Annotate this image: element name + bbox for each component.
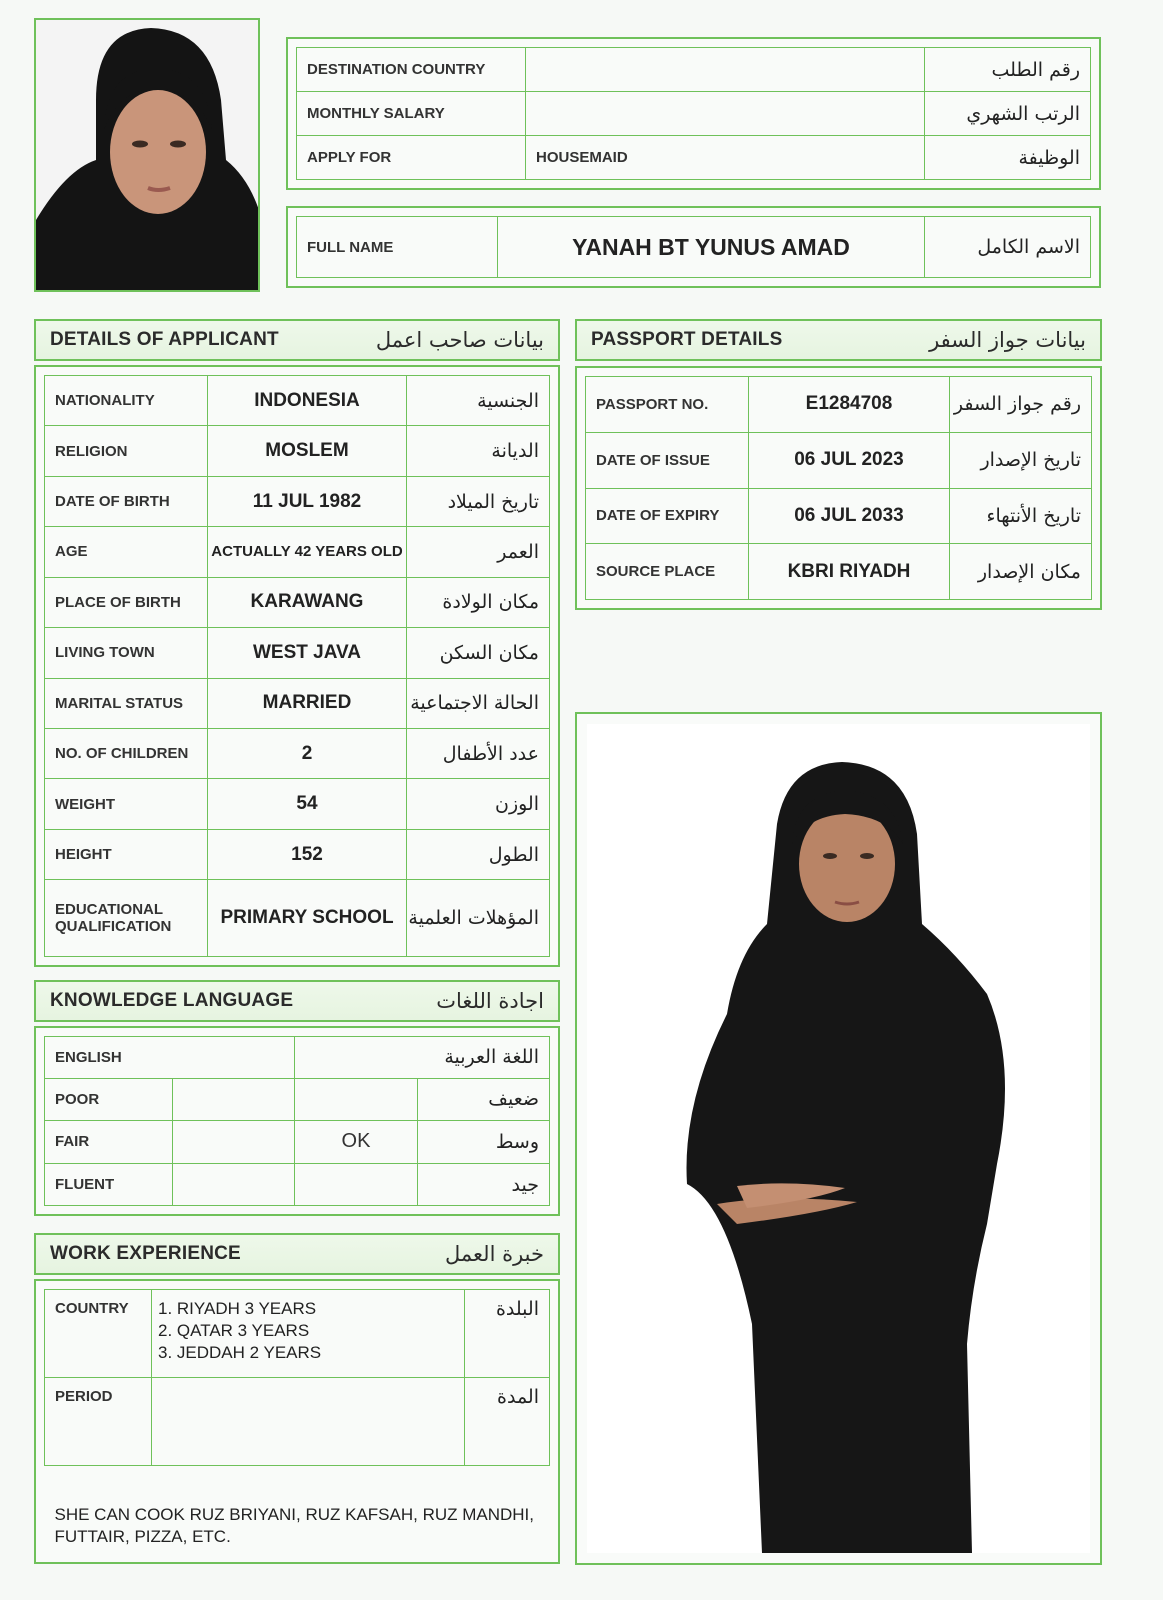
arabic-column-label: اللغة العربية <box>295 1037 550 1079</box>
table-row <box>45 1290 550 1378</box>
table-row <box>45 1466 550 1555</box>
height-value: 152 <box>208 829 407 879</box>
work-title-ar: خبرة العمل <box>445 1242 544 1266</box>
full-name-table <box>296 216 1091 278</box>
period-ar: المدة <box>465 1378 550 1466</box>
period-label: PERIOD <box>45 1378 152 1466</box>
language-header <box>34 980 560 1022</box>
apply-for-value: HOUSEMAID <box>526 136 925 180</box>
level-fair-arabic: OK <box>295 1120 418 1164</box>
table-row <box>45 1164 550 1206</box>
level-poor-ar: ضعيف <box>418 1078 550 1120</box>
table-row <box>45 829 550 879</box>
date-of-expiry-value: 06 JUL 2033 <box>749 488 950 544</box>
portrait-illustration <box>36 20 260 292</box>
applicant-frame <box>34 365 560 967</box>
marital-status-value: MARRIED <box>208 678 407 728</box>
level-fluent-ar: جيد <box>418 1164 550 1206</box>
country-label: COUNTRY <box>45 1290 152 1378</box>
height-ar: الطول <box>407 829 550 879</box>
table-row <box>45 426 550 476</box>
table-row <box>45 1120 550 1164</box>
date-of-issue-label: DATE OF ISSUE <box>586 432 749 488</box>
living-town-value: WEST JAVA <box>208 628 407 678</box>
applicant-title-ar: بيانات صاحب اعمل <box>375 328 544 352</box>
table-row <box>586 432 1092 488</box>
level-fluent-english <box>173 1164 295 1206</box>
table-row <box>45 880 550 957</box>
marital-status-label: MARITAL STATUS <box>45 678 208 728</box>
level-fair-english <box>173 1120 295 1164</box>
full-name-ar: الاسم الكامل <box>925 217 1091 278</box>
language-frame <box>34 1026 560 1216</box>
educational-qualification-ar: المؤهلات العلمية <box>407 880 550 957</box>
nationality-ar: الجنسية <box>407 376 550 426</box>
destination-country-label: DESTINATION COUNTRY <box>297 48 526 92</box>
educational-qualification-value: PRIMARY SCHOOL <box>208 880 407 957</box>
table-row <box>45 376 550 426</box>
source-place-value: KBRI RIYADH <box>749 544 950 600</box>
full-name-value: YANAH BT YUNUS AMAD <box>498 217 925 278</box>
destination-country-value <box>526 48 925 92</box>
full-body-illustration <box>587 724 1090 1553</box>
applicant-header <box>34 319 560 361</box>
full-name-frame <box>286 206 1101 288</box>
level-fluent-arabic <box>295 1164 418 1206</box>
country-item: 2. QATAR 3 YEARS <box>158 1321 310 1340</box>
table-row <box>297 48 1091 92</box>
table-row <box>45 1078 550 1120</box>
passport-frame <box>575 366 1102 610</box>
age-value: ACTUALLY 42 YEARS OLD <box>208 527 407 577</box>
job-info-frame <box>286 37 1101 190</box>
table-row <box>45 779 550 829</box>
source-place-label: SOURCE PLACE <box>586 544 749 600</box>
level-poor-arabic <box>295 1078 418 1120</box>
no-of-children-value: 2 <box>208 728 407 778</box>
date-of-birth-value: 11 JUL 1982 <box>208 476 407 526</box>
age-label: AGE <box>45 527 208 577</box>
table-row <box>45 628 550 678</box>
applicant-table <box>44 375 550 957</box>
passport-title-ar: بيانات جواز السفر <box>929 328 1086 352</box>
table-row <box>297 92 1091 136</box>
religion-value: MOSLEM <box>208 426 407 476</box>
country-list <box>152 1290 465 1378</box>
destination-country-ar: رقم الطلب <box>925 48 1091 92</box>
weight-value: 54 <box>208 779 407 829</box>
table-row <box>586 488 1092 544</box>
height-label: HEIGHT <box>45 829 208 879</box>
age-ar: العمر <box>407 527 550 577</box>
skills-note-cell <box>45 1466 550 1555</box>
monthly-salary-ar: الرتب الشهري <box>925 92 1091 136</box>
weight-label: WEIGHT <box>45 779 208 829</box>
passport-no-ar: رقم جواز السفر <box>950 377 1092 433</box>
table-row <box>45 678 550 728</box>
no-of-children-label: NO. OF CHILDREN <box>45 728 208 778</box>
passport-title: PASSPORT DETAILS <box>591 329 783 350</box>
applicant-title: DETAILS OF APPLICANT <box>50 329 279 350</box>
date-of-issue-value: 06 JUL 2023 <box>749 432 950 488</box>
table-row <box>586 544 1092 600</box>
passport-table <box>585 376 1092 600</box>
table-row <box>45 728 550 778</box>
country-ar: البلدة <box>465 1290 550 1378</box>
table-row <box>45 1037 550 1079</box>
living-town-ar: مكان السكن <box>407 628 550 678</box>
apply-for-ar: الوظيفة <box>925 136 1091 180</box>
living-town-label: LIVING TOWN <box>45 628 208 678</box>
place-of-birth-label: PLACE OF BIRTH <box>45 577 208 627</box>
no-of-children-ar: عدد الأطفال <box>407 728 550 778</box>
level-poor-label: POOR <box>45 1078 173 1120</box>
full-body-photo-frame <box>575 712 1102 1565</box>
table-row <box>45 527 550 577</box>
work-table <box>44 1289 550 1554</box>
monthly-salary-value <box>526 92 925 136</box>
apply-for-label: APPLY FOR <box>297 136 526 180</box>
place-of-birth-value: KARAWANG <box>208 577 407 627</box>
table-row <box>586 377 1092 433</box>
passport-no-label: PASSPORT NO. <box>586 377 749 433</box>
date-of-birth-ar: تاريخ الميلاد <box>407 476 550 526</box>
table-row <box>297 136 1091 180</box>
marital-status-ar: الحالة الاجتماعية <box>407 678 550 728</box>
work-header <box>34 1233 560 1275</box>
full-name-label: FULL NAME <box>297 217 498 278</box>
level-fair-label: FAIR <box>45 1120 173 1164</box>
date-of-birth-label: DATE OF BIRTH <box>45 476 208 526</box>
nationality-label: NATIONALITY <box>45 376 208 426</box>
nationality-value: INDONESIA <box>208 376 407 426</box>
date-of-expiry-ar: تاريخ الأنتهاء <box>950 488 1092 544</box>
table-row <box>45 1378 550 1466</box>
level-poor-english <box>173 1078 295 1120</box>
work-title: WORK EXPERIENCE <box>50 1243 241 1264</box>
religion-label: RELIGION <box>45 426 208 476</box>
place-of-birth-ar: مكان الولادة <box>407 577 550 627</box>
language-table <box>44 1036 550 1206</box>
work-frame <box>34 1279 560 1564</box>
period-value <box>152 1378 465 1466</box>
level-fluent-label: FLUENT <box>45 1164 173 1206</box>
source-place-ar: مكان الإصدار <box>950 544 1092 600</box>
country-item: 3. JEDDAH 2 YEARS <box>158 1343 322 1362</box>
skills-note: SHE CAN COOK RUZ BRIYANI, RUZ KAFSAH, RUZ MANDHI, FUTTAIR, PIZZA, ETC. <box>54 1505 535 1546</box>
date-of-issue-ar: تاريخ الإصدار <box>950 432 1092 488</box>
date-of-expiry-label: DATE OF EXPIRY <box>586 488 749 544</box>
passport-no-value: E1284708 <box>749 377 950 433</box>
full-body-photo <box>587 724 1090 1553</box>
table-row <box>297 217 1091 278</box>
passport-header <box>575 319 1102 361</box>
weight-ar: الوزن <box>407 779 550 829</box>
portrait-photo <box>34 18 260 292</box>
table-row <box>45 577 550 627</box>
monthly-salary-label: MONTHLY SALARY <box>297 92 526 136</box>
level-fair-ar: وسط <box>418 1120 550 1164</box>
table-row <box>45 476 550 526</box>
religion-ar: الديانة <box>407 426 550 476</box>
language-title-ar: اجادة اللغات <box>436 989 544 1013</box>
language-title: KNOWLEDGE LANGUAGE <box>50 990 294 1011</box>
country-item: 1. RIYADH 3 YEARS <box>158 1299 317 1318</box>
job-info-table <box>296 47 1091 180</box>
educational-qualification-label: EDUCATIONAL QUALIFICATION <box>45 880 208 957</box>
english-column-label: ENGLISH <box>45 1037 295 1079</box>
